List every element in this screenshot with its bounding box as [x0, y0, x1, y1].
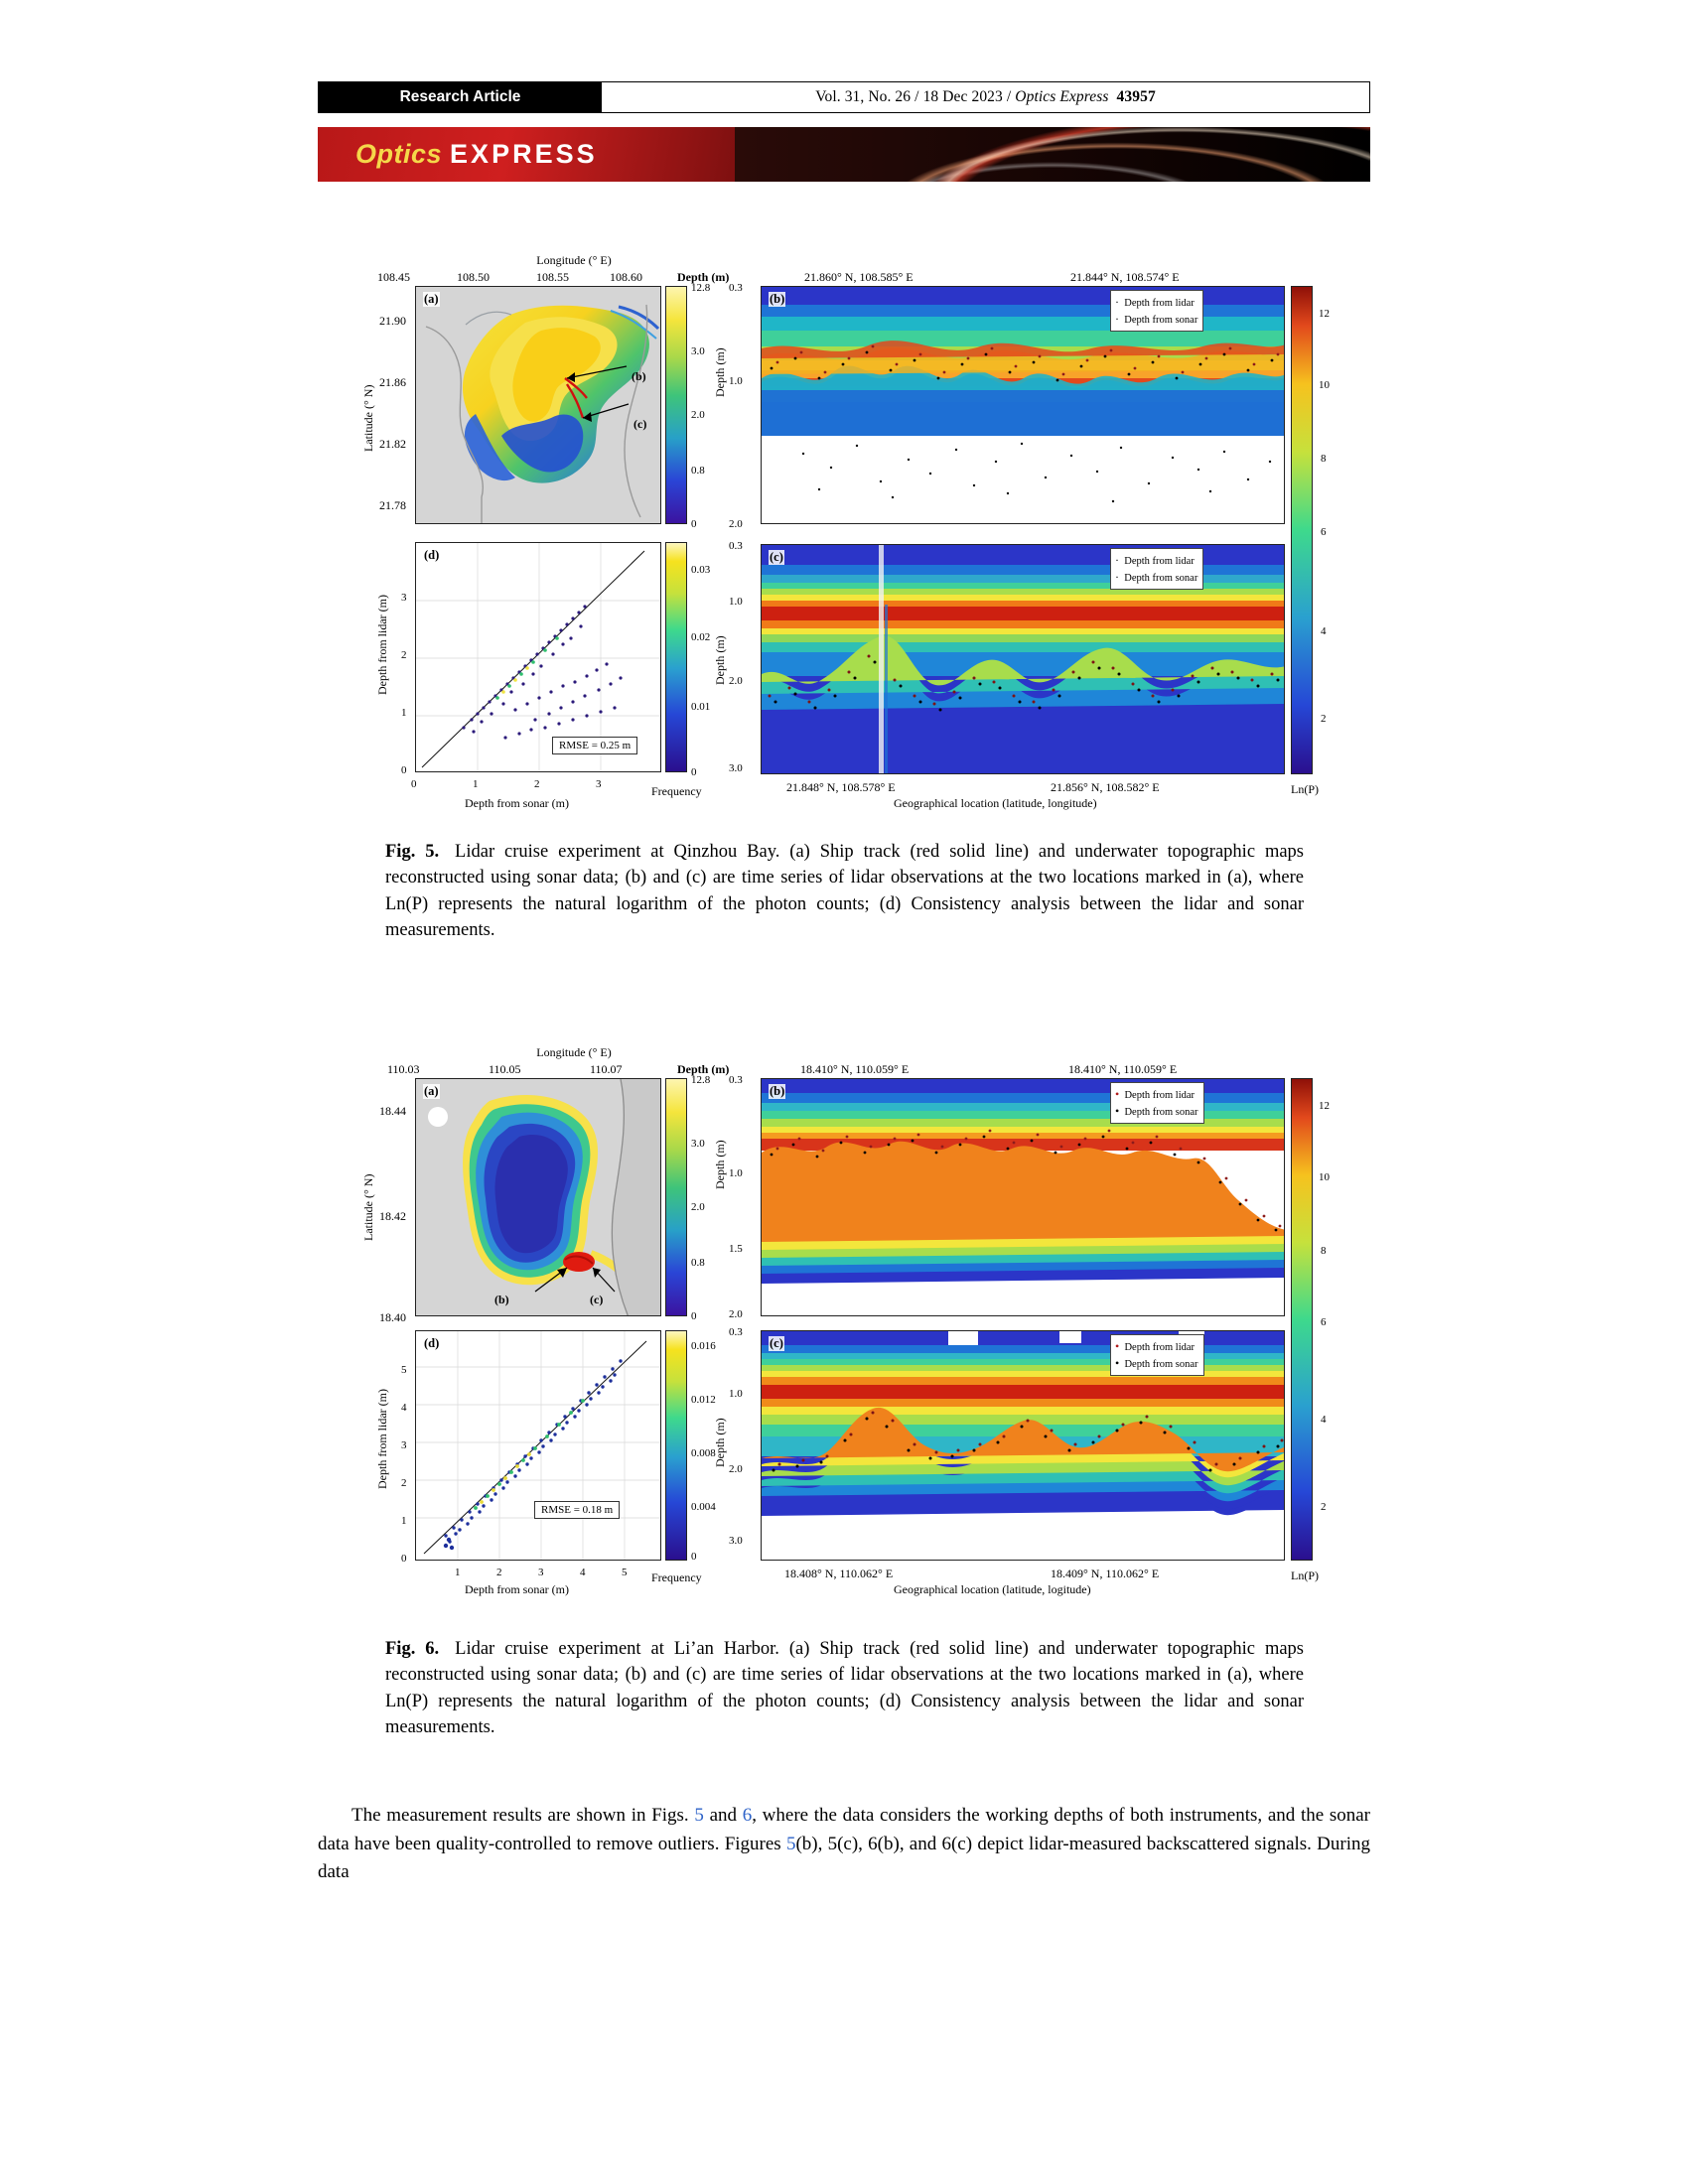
fig6-panel-d-xtick-4: 5 — [622, 1567, 628, 1578]
fig6-panel-a-map-svg — [416, 1079, 661, 1316]
fig6-lnp-cbtick-6: 6 — [1321, 1316, 1327, 1328]
fig5-panel-c-ylabel: Depth (m) — [713, 635, 727, 685]
date-label: 18 Dec 2023 — [922, 88, 1003, 105]
fig6-panel-c-legend-item-0 — [1115, 1338, 1198, 1355]
legend-dot-sonar-icon: • — [1115, 1104, 1120, 1119]
fig6-panel-a-map — [415, 1078, 661, 1316]
volume-label: Vol. 31, No. 26 — [815, 88, 912, 105]
fig6-lnp-cbtick-8: 8 — [1321, 1245, 1327, 1257]
fig6-panel-b-ytick-1: 1.0 — [729, 1167, 743, 1179]
body-text-pre: The measurement results are shown in Figs. — [352, 1805, 695, 1826]
banner-logo-express: EXPRESS — [450, 139, 598, 169]
fig5-panel-b-legend-item-1 — [1115, 311, 1197, 328]
body-text-after-1: , where the data considers the working depths of both instruments, and the sonar data have been quality-controlled to remove outliers. Figures — [318, 1805, 1371, 1854]
fig6-panel-a-xtick-0: 110.03 — [387, 1062, 420, 1076]
fig5-panel-d-tag: (d) — [424, 548, 440, 562]
fig5-panel-a-marker-b: (b) — [632, 369, 646, 383]
fig5-panel-c-xlabel: Geographical location (latitude, longitude) — [894, 796, 1097, 810]
fig6-panel-b-ytick-3: 2.0 — [729, 1308, 743, 1320]
fig6-panel-c-ytick-3: 3.0 — [729, 1535, 743, 1547]
fig6-panel-a-tag: (a) — [424, 1084, 439, 1098]
fig6-panel-a-cbtick-3: 0.8 — [691, 1257, 705, 1269]
fig6-panel-a-cbtick-4: 0 — [691, 1310, 697, 1322]
fig6-panel-a-marker-c: (c) — [590, 1293, 604, 1306]
fig5-lnp-cbtick-8: 8 — [1321, 453, 1327, 465]
fig5-panel-a-xlabel: Longitude (° E) — [536, 253, 612, 267]
fig6-panel-a-ytick-2: 18.40 — [379, 1310, 406, 1324]
fig5-panel-d-cbtick-0: 0.03 — [691, 564, 711, 576]
fig6-panel-a-cbtick-2: 2.0 — [691, 1201, 705, 1213]
figure-5-caption — [385, 839, 1304, 943]
fig5-panel-a-ylabel: Latitude (° N) — [361, 384, 375, 452]
fig5-panel-a-ytick-3: 21.78 — [379, 498, 406, 512]
fig6-panel-c-tag: (c) — [770, 1336, 783, 1350]
fig5-panel-a-xtick-2: 108.55 — [536, 270, 569, 284]
fig5-panel-a-xtick-0: 108.45 — [377, 270, 410, 284]
legend-dot-sonar-icon: • — [1115, 1356, 1120, 1371]
fig6-panel-b-tag: (b) — [770, 1084, 785, 1098]
fig6-panel-d-ytick-2: 2 — [401, 1477, 407, 1489]
fig5-panel-d-ytick-3: 3 — [401, 592, 407, 604]
fig6-panel-d-cbtick-3: 0.004 — [691, 1501, 716, 1513]
fig6-panel-c-ylabel: Depth (m) — [713, 1418, 727, 1467]
fig5-panel-b-ytick-2: 2.0 — [729, 518, 743, 530]
fig6-panel-d-cbtick-1: 0.012 — [691, 1394, 716, 1406]
fig6-panel-b-legend-label-0: Depth from lidar — [1124, 1090, 1196, 1101]
fig5-lnp-cbtick-10: 10 — [1319, 379, 1330, 391]
fig5-panel-c-legend-item-1 — [1115, 569, 1197, 586]
fig6-panel-d-tag: (d) — [424, 1336, 440, 1350]
fig5-panel-b-right-coord: 21.844° N, 108.574° E — [1070, 270, 1180, 284]
page-number-label: 43957 — [1116, 88, 1156, 105]
fig5-panel-b-ylabel: Depth (m) — [713, 347, 727, 397]
fig5-panel-a-ytick-2: 21.82 — [379, 437, 406, 451]
figure-5-reference-link[interactable]: 5 — [694, 1805, 704, 1826]
fig6-panel-d-cbtick-4: 0 — [691, 1551, 697, 1563]
fig6-panel-c-ytick-0: 0.3 — [729, 1326, 743, 1338]
fig5-lnp-cbtick-2: 2 — [1321, 713, 1327, 725]
fig6-panel-d-rmse-annotation: RMSE = 0.18 m — [534, 1501, 620, 1519]
fig5-panel-d-ytick-2: 2 — [401, 649, 407, 661]
body-text-mid-1: and — [703, 1805, 743, 1826]
fig6-panel-d-ytick-3: 3 — [401, 1439, 407, 1451]
fig6-panel-c-left-coord: 18.408° N, 110.062° E — [784, 1567, 894, 1580]
citation-sep-2: / — [1006, 88, 1012, 105]
fig6-panel-a-xlabel: Longitude (° E) — [536, 1045, 612, 1059]
fig5-lnp-cbtick-12: 12 — [1319, 308, 1330, 320]
legend-dot-lidar-icon: · — [1115, 295, 1119, 309]
fig6-panel-c-legend — [1110, 1334, 1204, 1376]
fig6-panel-c-legend-item-1 — [1115, 1355, 1198, 1372]
fig6-panel-d-xlabel: Depth from sonar (m) — [465, 1582, 569, 1596]
fig5-panel-d-xtick-1: 1 — [473, 778, 479, 790]
fig5-panel-a-ytick-0: 21.90 — [379, 314, 406, 328]
fig6-panel-b-plot — [761, 1078, 1285, 1316]
fig5-panel-d-xtick-2: 2 — [534, 778, 540, 790]
fig6-lnp-cbtick-4: 4 — [1321, 1414, 1327, 1426]
fig5-panel-c-tag: (c) — [770, 550, 783, 564]
fig5-panel-b-legend-label-1: Depth from sonar — [1124, 315, 1198, 327]
fig5-panel-c-left-coord: 21.848° N, 108.578° E — [786, 780, 896, 794]
fig6-panel-b-legend-item-0 — [1115, 1086, 1198, 1103]
fig5-panel-c-legend-label-0: Depth from lidar — [1124, 556, 1195, 567]
figure-6-caption — [385, 1636, 1304, 1740]
fig5-lnp-cbtick-4: 4 — [1321, 625, 1327, 637]
fig5-panel-a-cbtick-1: 3.0 — [691, 345, 705, 357]
fig6-panel-c-legend-label-0: Depth from lidar — [1124, 1342, 1196, 1353]
fig5-panel-b-left-coord: 21.860° N, 108.585° E — [804, 270, 914, 284]
fig6-panel-d-ytick-4: 4 — [401, 1402, 407, 1414]
fig6-panel-b-legend — [1110, 1082, 1204, 1124]
fig5-panel-c-legend-label-1: Depth from sonar — [1124, 573, 1198, 585]
fig5-panel-a-colorbar-title: Depth (m) — [677, 270, 730, 284]
fig6-panel-d-ylabel: Depth from lidar (m) — [375, 1389, 389, 1489]
fig6-panel-d-ytick-5: 5 — [401, 1364, 407, 1376]
fig6-panel-d-colorbar — [665, 1330, 687, 1561]
legend-dot-sonar-icon: · — [1115, 570, 1119, 585]
fig5-panel-a-cbtick-2: 2.0 — [691, 409, 705, 421]
legend-dot-lidar-icon: • — [1115, 1087, 1120, 1101]
fig5-panel-a-marker-c: (c) — [633, 417, 647, 431]
fig5-panel-c-ytick-3: 3.0 — [729, 762, 743, 774]
fig5-panel-c-ytick-2: 2.0 — [729, 675, 743, 687]
fig5-lnp-colorbar-title: Ln(P) — [1291, 782, 1319, 796]
fig5-panel-d-rmse-annotation: RMSE = 0.25 m — [552, 737, 637, 754]
fig6-panel-a-cbtick-1: 3.0 — [691, 1138, 705, 1150]
body-text-after-2: (b), 5(c), 6(b), and 6(c) depict lidar-measured backscattered signals. During data — [318, 1833, 1371, 1882]
fig5-lnp-cbtick-6: 6 — [1321, 526, 1327, 538]
fig6-panel-d-ytick-0: 0 — [401, 1553, 407, 1565]
fig6-panel-a-marker-b: (b) — [494, 1293, 509, 1306]
fig6-panel-d-xtick-3: 4 — [580, 1567, 586, 1578]
figure-6-reference-link[interactable]: 6 — [742, 1805, 753, 1826]
fig6-panel-c-legend-label-1: Depth from sonar — [1124, 1359, 1198, 1371]
fig5-panel-c-legend — [1110, 548, 1203, 590]
fig5-panel-b-legend-item-0 — [1115, 294, 1197, 311]
fig5-panel-b-legend-label-0: Depth from lidar — [1124, 298, 1195, 309]
fig6-panel-a-ytick-0: 18.44 — [379, 1104, 406, 1118]
fig6-panel-b-ytick-0: 0.3 — [729, 1074, 743, 1086]
fig6-panel-d-plot — [415, 1330, 661, 1561]
figure-5-caption-text: Lidar cruise experiment at Qinzhou Bay. (a) Ship track (red solid line) and underwater topographic maps reconstructed using sonar data; (b) and (c) are time series of lidar observations at the two locations marked in (a), where Ln(P) represents the natural logarithm of the photon counts; (d) Consistency analysis between the lidar and sonar measurements. — [385, 842, 1304, 940]
fig5-panel-a-cbtick-4: 0 — [691, 518, 697, 530]
fig6-lnp-colorbar — [1291, 1078, 1313, 1561]
fig6-panel-b-legend-item-1 — [1115, 1103, 1198, 1120]
fig6-panel-c-right-coord: 18.409° N, 110.062° E — [1051, 1567, 1160, 1580]
fig5-panel-b-ytick-0: 0.3 — [729, 282, 743, 294]
fig6-panel-b-ytick-2: 1.5 — [729, 1243, 743, 1255]
fig6-panel-d-xtick-1: 2 — [496, 1567, 502, 1578]
fig5-panel-c-right-coord: 21.856° N, 108.582° E — [1051, 780, 1160, 794]
fig6-panel-d-colorbar-title: Frequency — [651, 1570, 702, 1584]
fig5-panel-a-tag: (a) — [424, 292, 439, 306]
figure-5b-reference-link[interactable]: 5 — [785, 1833, 796, 1854]
fig6-panel-d-xtick-2: 3 — [538, 1567, 544, 1578]
fig6-lnp-cbtick-12: 12 — [1319, 1100, 1330, 1112]
fig5-panel-d-cbtick-3: 0 — [691, 766, 697, 778]
fig6-panel-c-xlabel: Geographical location (latitude, logitude) — [894, 1582, 1091, 1596]
journal-name-label: Optics Express — [1015, 88, 1109, 105]
fig5-panel-d-ytick-0: 0 — [401, 764, 407, 776]
fig6-panel-b-right-coord: 18.410° N, 110.059° E — [1068, 1062, 1178, 1076]
fig6-panel-b-left-coord: 18.410° N, 110.059° E — [800, 1062, 910, 1076]
fig6-panel-a-colorbar — [665, 1078, 687, 1316]
fig5-panel-b-tag: (b) — [770, 292, 785, 306]
fig5-panel-a-cbtick-3: 0.8 — [691, 465, 705, 477]
fig6-panel-d-ytick-1: 1 — [401, 1515, 407, 1527]
legend-dot-lidar-icon: • — [1115, 1339, 1120, 1353]
fig6-panel-a-xtick-1: 110.05 — [489, 1062, 521, 1076]
fig6-panel-c-ytick-2: 2.0 — [729, 1463, 743, 1475]
fig5-panel-d-cbtick-1: 0.02 — [691, 631, 711, 643]
fig5-panel-b-ytick-1: 1.0 — [729, 375, 743, 387]
fig5-panel-d-xtick-3: 3 — [596, 778, 602, 790]
figure-6-caption-text: Lidar cruise experiment at Li’an Harbor. (a) Ship track (red solid line) and underwater topographic maps reconstructed using sonar data; (b) and (c) are time series of lidar observations at the two locations marked in (a), where Ln(P) represents the natural logarithm of the photon counts; (d) Consistency analysis between the lidar and sonar measurements. — [385, 1639, 1305, 1737]
fig5-panel-c-legend-item-0 — [1115, 552, 1197, 569]
fig5-panel-a-xtick-3: 108.60 — [610, 270, 642, 284]
fig6-panel-a-ytick-1: 18.42 — [379, 1209, 406, 1223]
fig6-panel-c-svg — [762, 1331, 1285, 1561]
fig6-panel-c-ytick-1: 1.0 — [729, 1388, 743, 1400]
fig6-panel-d-cbtick-2: 0.008 — [691, 1447, 716, 1459]
fig5-panel-d-cbtick-2: 0.01 — [691, 701, 711, 713]
fig5-panel-b-legend — [1110, 290, 1203, 332]
banner-logo-optics: Optics — [355, 139, 443, 169]
citation-sep-1: / — [914, 88, 919, 105]
fig6-panel-a-colorbar-title: Depth (m) — [677, 1062, 730, 1076]
fig6-panel-b-ylabel: Depth (m) — [713, 1140, 727, 1189]
fig6-panel-a-cbtick-0: 12.8 — [691, 1074, 711, 1086]
fig6-panel-c-plot — [761, 1330, 1285, 1561]
fig6-panel-d-svg — [416, 1331, 661, 1561]
fig5-panel-d-xtick-0: 0 — [411, 778, 417, 790]
fig5-panel-a-cbtick-0: 12.8 — [691, 282, 711, 294]
body-paragraph — [318, 1802, 1370, 1887]
article-type-label: Research Article — [319, 82, 602, 112]
fig5-panel-d-colorbar-title: Frequency — [651, 784, 702, 798]
fig6-panel-d-xtick-0: 1 — [455, 1567, 461, 1578]
fig5-panel-a-xtick-1: 108.50 — [457, 270, 490, 284]
fig6-panel-d-cbtick-0: 0.016 — [691, 1340, 716, 1352]
fig6-panel-a-ylabel: Latitude (° N) — [361, 1173, 375, 1241]
fig5-panel-d-ytick-1: 1 — [401, 707, 407, 719]
fig5-panel-c-ytick-1: 1.0 — [729, 596, 743, 608]
figure-6-caption-label: Fig. 6. — [385, 1639, 440, 1659]
fig5-panel-d-ylabel: Depth from lidar (m) — [375, 595, 389, 695]
fig6-panel-b-svg — [762, 1079, 1285, 1316]
fig5-panel-c-ytick-0: 0.3 — [729, 540, 743, 552]
fig5-panel-a-ytick-1: 21.86 — [379, 375, 406, 389]
fig6-lnp-cbtick-10: 10 — [1319, 1171, 1330, 1183]
fig6-panel-a-xtick-2: 110.07 — [590, 1062, 623, 1076]
figure-5-caption-label: Fig. 5. — [385, 842, 440, 862]
fig6-lnp-colorbar-title: Ln(P) — [1291, 1569, 1319, 1582]
legend-dot-lidar-icon: · — [1115, 553, 1119, 567]
fig6-lnp-cbtick-2: 2 — [1321, 1501, 1327, 1513]
legend-dot-sonar-icon: · — [1115, 312, 1119, 327]
fig6-panel-b-legend-label-1: Depth from sonar — [1124, 1107, 1198, 1119]
fig5-panel-d-xlabel: Depth from sonar (m) — [465, 796, 569, 810]
